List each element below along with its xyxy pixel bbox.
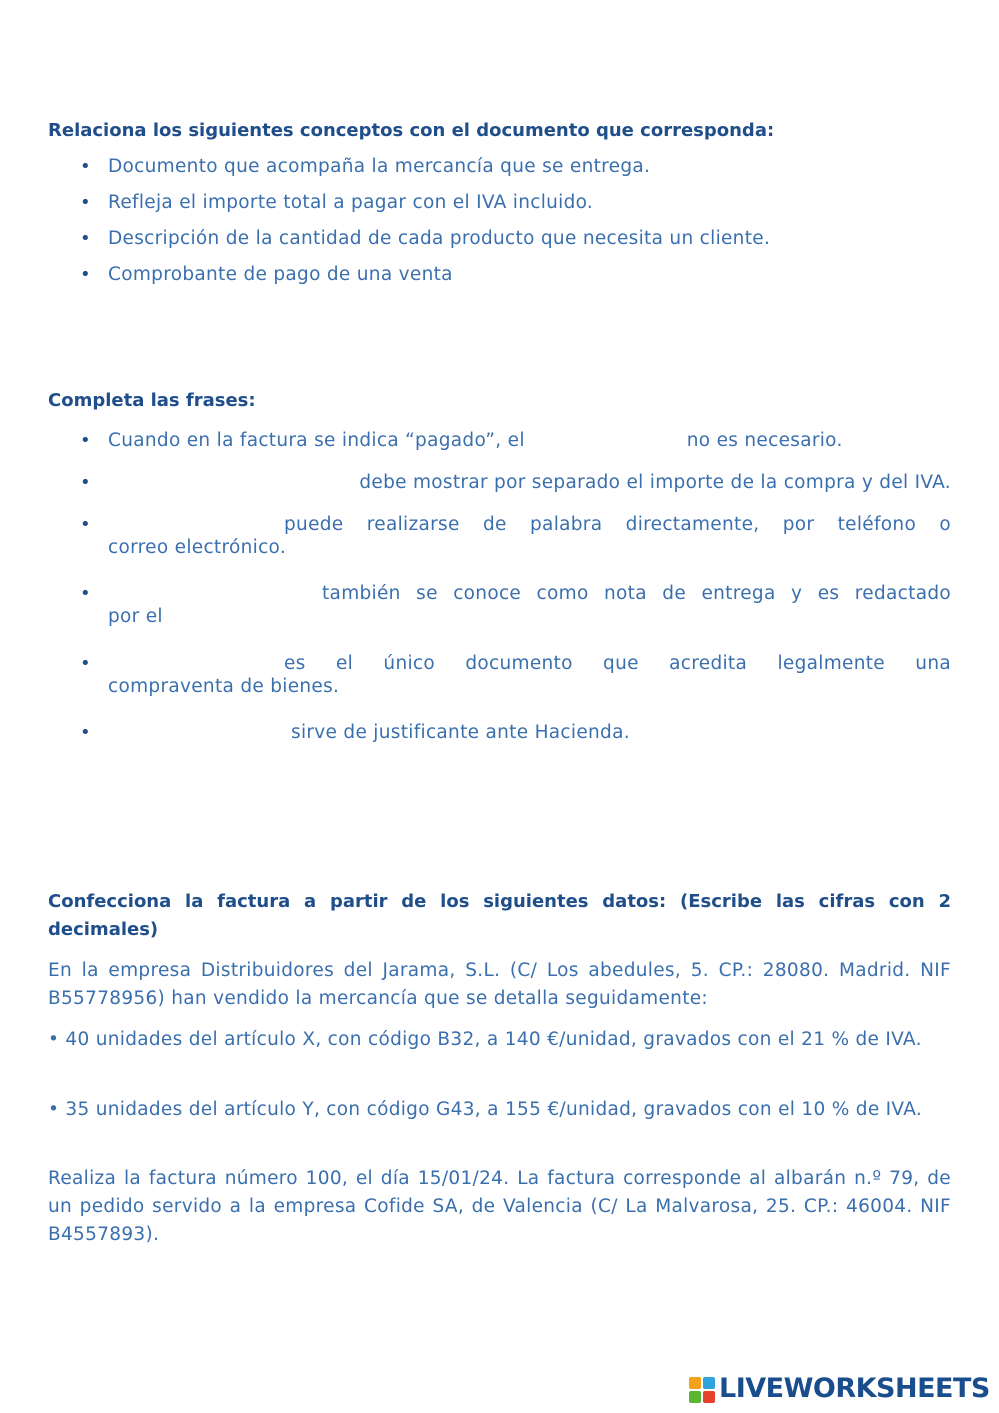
sentence-text: correo electrónico. [108,537,287,558]
list-item [108,472,951,493]
sentence-text: por el [108,606,163,627]
list-item [108,722,951,743]
list-item: • Comprobante de pago de una venta [108,264,951,285]
list-item [108,583,951,627]
invoice-paragraph: • 35 unidades del artículo Y, con código G43, a 155 €/unidad, gravados con el 10 % de IVA. [48,1099,923,1120]
sentence-text: • es el único documento que acredita legalmente una [284,653,951,674]
section3-heading: Confecciona la factura a partir de los siguientes datos: (Escribe las cifras con 2 decimales) [48,891,951,940]
sentence-text: compraventa de bienes. [108,676,340,697]
sentence-text: sirve de justificante ante Hacienda. [291,722,630,743]
list-item: • Documento que acompaña la mercancía que se entrega. [108,156,951,177]
sentence-text: • también se conoce como nota de entrega y es redactado [322,583,951,604]
liveworksheets-logo-icon [689,1377,715,1403]
list-item: • Refleja el importe total a pagar con el IVA incluido. [108,192,951,213]
sentence-text: no es necesario. [686,430,843,451]
invoice-paragraph: Realiza la factura número 100, el día 15/01/24. La factura corresponde al albarán n.º 79, de un pedido servido a la empresa Cofide SA, de Valencia (C/ La Malvarosa, 25. CP.: 46004. NIF B4557893). [48,1168,951,1245]
section2-heading: Completa las frases: [48,390,256,411]
liveworksheets-logo [689,1373,989,1405]
list-item: • Descripción de la cantidad de cada producto que necesita un cliente. [108,228,951,249]
logo-text: LIVEWORKSHEETS [719,1373,990,1404]
list-item [108,430,951,451]
sentence-text: Cuando en la factura se indica “pagado”, el [108,430,525,451]
sentence-text: debe mostrar por separado el importe de la compra y del IVA. [359,472,951,493]
list-item [108,653,951,697]
invoice-paragraph: En la empresa Distribuidores del Jarama, S.L. (C/ Los abedules, 5. CP.: 28080. Madrid. NIF B55778956) han vendido la mercancía que se detalla seguidamente: [48,960,951,1009]
section1-heading: Relaciona los siguientes conceptos con el documento que corresponda: [48,120,775,141]
invoice-paragraph: • 40 unidades del artículo X, con código B32, a 140 €/unidad, gravados con el 21 % de IVA. [48,1029,922,1050]
sentence-text: • puede realizarse de palabra directamente, por teléfono o [284,514,951,535]
list-item [108,514,951,558]
